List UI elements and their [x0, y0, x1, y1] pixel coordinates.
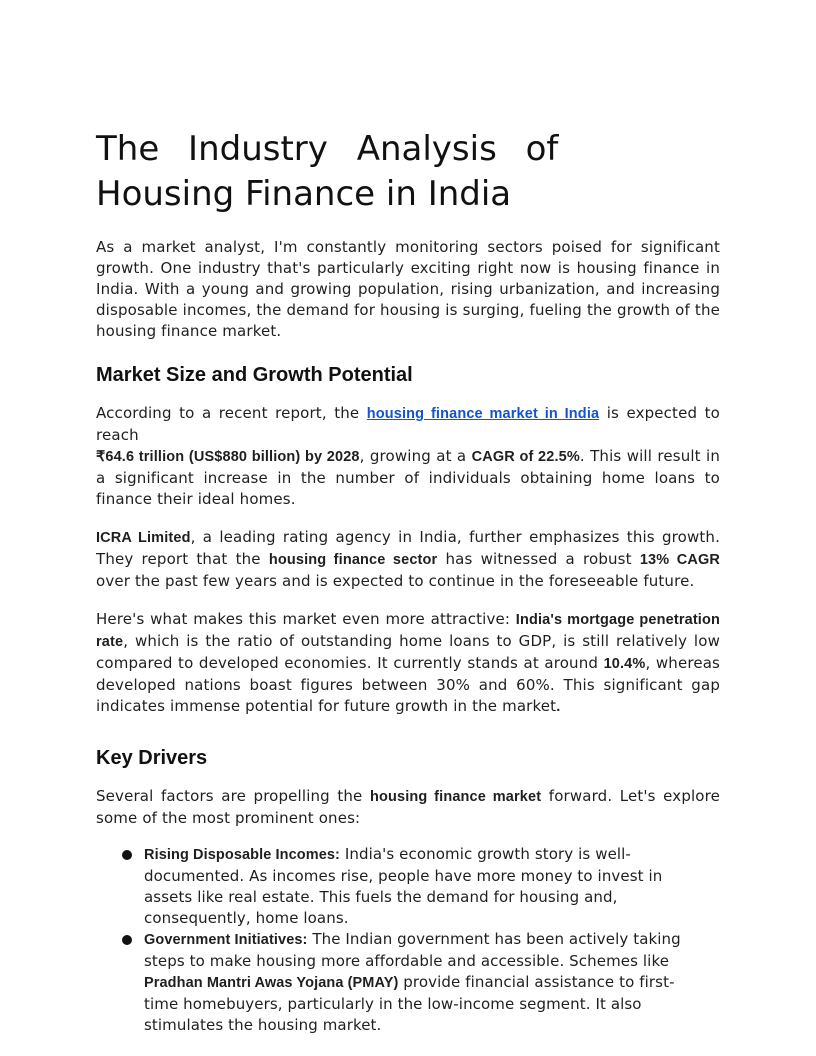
text-run: , growing at a	[359, 447, 472, 465]
text-run: According to a recent report, the	[96, 404, 367, 422]
section-heading-market-size: Market Size and Growth Potential	[96, 364, 413, 386]
page-title-line-1: The Industry Analysis of	[96, 129, 559, 169]
mortgage-penetration-paragraph	[96, 609, 720, 718]
pmay-highlight: Pradhan Mantri Awas Yojana (PMAY)	[144, 975, 399, 991]
text-run: . This will result in a significant increase in the number of individuals obtaining home loans to finance their ideal homes.	[96, 447, 720, 508]
text-run: has witnessed a robust	[437, 550, 640, 568]
list-item	[144, 844, 720, 929]
drivers-list	[96, 844, 720, 1036]
icra-cagr-highlight: 13% CAGR	[639, 552, 720, 568]
text-run: Several factors are propelling the	[96, 787, 370, 805]
text-run: forward. Let's explore some of the most prominent ones:	[96, 787, 720, 827]
page-title	[96, 127, 566, 217]
list-item	[144, 929, 720, 1036]
text-run: , which is the ratio of outstanding home loans to GDP, is still relatively low compared to developed economies. It currently stands at around	[96, 632, 720, 672]
text-run: over the past few years and is expected to continue in the foreseeable future.	[96, 572, 695, 590]
market-size-paragraph	[96, 403, 720, 510]
text-run: Here's what makes this market even more attractive:	[96, 610, 516, 628]
penetration-value-highlight: 10.4%	[603, 656, 646, 672]
list-item-label: Government Initiatives:	[144, 932, 308, 948]
text-run: , whereas developed nations boast figures between 30% and 60%. This significant gap indicates immense potential for future growth in the market	[96, 654, 720, 715]
document-page	[96, 127, 720, 1036]
housing-finance-market-link[interactable]: housing finance market in India	[366, 406, 600, 422]
list-item-text: India's economic growth story is well-documented. As incomes rise, people have more money to invest in assets like real estate. This fuels the demand for housing and, consequently, home loans.	[144, 845, 663, 927]
text-run: , a leading rating agency in India, further emphasizes this growth. They report that the	[96, 528, 720, 568]
bullet-icon	[122, 850, 132, 860]
penetration-rate-highlight: India's mortgage penetration rate	[96, 612, 721, 650]
list-item-text: The Indian government has been actively taking steps to make housing more affordable and accessible. Schemes like	[144, 930, 681, 970]
list-item-label: Rising Disposable Incomes:	[144, 847, 340, 863]
list-item-text: provide financial assistance to first-time homebuyers, particularly in the low-income segment. It also stimulates the housing market.	[144, 973, 675, 1034]
icra-highlight: ICRA Limited	[96, 530, 191, 546]
cagr-highlight: CAGR of 22.5%	[471, 449, 580, 465]
bullet-icon	[122, 935, 132, 945]
period-mark: .	[556, 699, 561, 715]
drivers-intro-paragraph	[96, 786, 720, 829]
market-highlight: housing finance market	[369, 789, 542, 805]
intro-paragraph: As a market analyst, I'm constantly monitoring sectors poised for significant growth. One industry that's particularly exciting right now is housing finance in India. With a young and growing population, rising urbanization, and increasing disposable incomes, the demand for housing is surging, fueling the growth of the housing finance market.	[96, 238, 720, 340]
text-run: is expected to reach	[96, 404, 720, 444]
icra-paragraph	[96, 527, 720, 592]
section-heading-key-drivers: Key Drivers	[96, 747, 208, 769]
page-title-line-2: Housing Finance in India	[96, 174, 512, 214]
sector-highlight: housing finance sector	[268, 552, 438, 568]
market-value-highlight: ₹64.6 trillion (US$880 billion) by 2028	[96, 449, 360, 465]
